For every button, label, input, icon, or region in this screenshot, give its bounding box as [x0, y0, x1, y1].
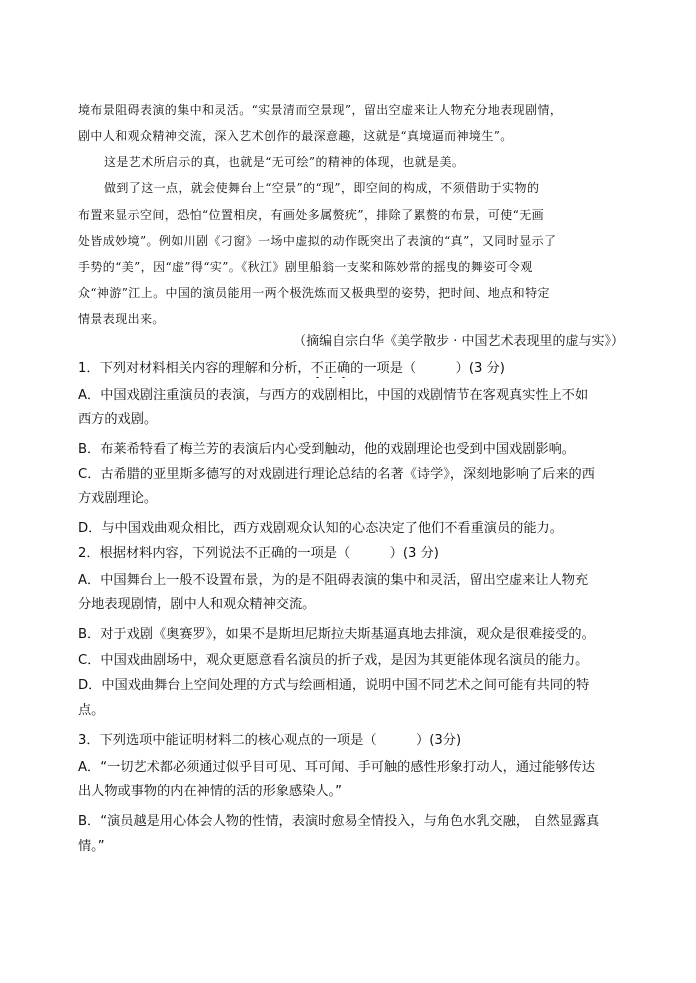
question-1-option-c: C．古希腊的亚里斯多德写的对戏剧进行理论总结的名著《诗学》，深刻地影响了后来的西: [78, 467, 595, 482]
passage-line: 众“神游”江上。中国的演员能用一两个极洗炼而又极典型的姿势，把时间、地点和特定: [78, 286, 550, 300]
emphasis-dot: [342, 377, 345, 378]
question-3-option-b-cont: 情。”: [78, 839, 105, 854]
question-2-option-d: D．中国戏曲舞台上空间处理的方式与绘画相通，说明中国不同艺术之间可能有共同的特: [78, 678, 590, 693]
passage-line: 处皆成妙境”。例如川剧《刁窗》一场中虚拟的动作既突出了表演的“真”，又同时显示了: [78, 234, 557, 248]
emphasis-dot: [329, 377, 332, 378]
question-3-option-b: B．“演员越是用心体会人物的性情，表演时愈易全情投入，与角色水乳交融， 自然显露真: [78, 814, 600, 829]
passage-line: 布置来显示空间，恐怕“位置相戾，有画处多属赘疣”，排除了累赘的布景，可使“无画: [78, 208, 545, 222]
question-1-option-a: A．中国戏剧注重演员的表演，与西方的戏剧相比，中国的戏剧情节在客观真实性上不如: [78, 388, 589, 403]
passage-line: 情景表现出来。: [78, 312, 165, 326]
question-1-stem-suffix: 的一项是（ ）(3 分): [350, 361, 505, 376]
passage-line: 境布景阻碍表演的集中和灵活。“实景清而空景现”，留出空虚来让人物充分地表现剧情，: [78, 103, 563, 117]
question-1-option-d: D．与中国戏曲观众相比，西方戏剧观众认知的心态决定了他们不看重演员的能力。: [78, 521, 563, 536]
question-1-option-c-cont: 方戏剧理论。: [78, 491, 158, 506]
source-citation: （摘编自宗白华《美学散步 · 中国艺术表现里的虚与实》）: [293, 334, 624, 349]
question-2-option-d-cont: 点。: [78, 703, 105, 718]
question-3-option-a-cont: 出人物或事物的内在神情的活的形象感染人。”: [78, 784, 342, 799]
emphasized-text: 不正确: [310, 361, 351, 376]
question-2-option-b: B．对于戏剧《奥赛罗》，如果不是斯坦尼斯拉夫斯基逼真地去排演，观众是很难接受的。: [78, 627, 595, 642]
emphasis-mark: [311, 361, 351, 376]
question-3-option-a: A．“一切艺术都必须通过似乎目可见、耳可闻、手可触的感性形象打动人，通过能够传达: [78, 760, 595, 775]
question-3-stem: 3．下列选项中能证明材料二的核心观点的一项是（ ）(3分): [78, 733, 462, 748]
question-2-option-a: A．中国舞台上一般不设置布景，为的是不阻碍表演的集中和灵活，留出空虚来让人物充: [78, 573, 589, 588]
passage-line: 这是艺术所启示的真，也就是“无可绘”的精神的体现，也就是美。: [104, 155, 465, 169]
question-2-option-c: C．中国戏曲剧场中，观众更愿意看名演员的折子戏，是因为其更能体现名演员的能力。: [78, 653, 589, 668]
question-2-stem: 2．根据材料内容，下列说法不正确的一项是（ ）(3 分): [78, 546, 439, 561]
question-1-stem: [78, 360, 638, 378]
question-1-option-b: B．布莱希特看了梅兰芳的表演后内心受到触动，他的戏剧理论也受到中国戏剧影响。: [78, 442, 575, 457]
question-2-option-a-cont: 分地表现剧情，剧中人和观众精神交流。: [78, 597, 316, 612]
question-1-stem-prefix: 1．下列对材料相关内容的理解和分析，: [78, 361, 311, 376]
emphasis-dot: [316, 377, 319, 378]
passage-line: 剧中人和观众精神交流，深入艺术创作的最深意趣，这就是“真境逼而神境生”。: [78, 129, 513, 143]
passage-line: 做到了这一点，就会使舞台上“空景”的“现”，即空间的构成，不须借助于实物的: [104, 181, 540, 195]
passage-line: 手势的“美”，因“虚”得“实”。《秋江》剧里船翁一支桨和陈妙常的摇曳的舞姿可令观: [78, 260, 533, 274]
question-1-option-a-cont: 西方的戏剧。: [78, 412, 158, 427]
